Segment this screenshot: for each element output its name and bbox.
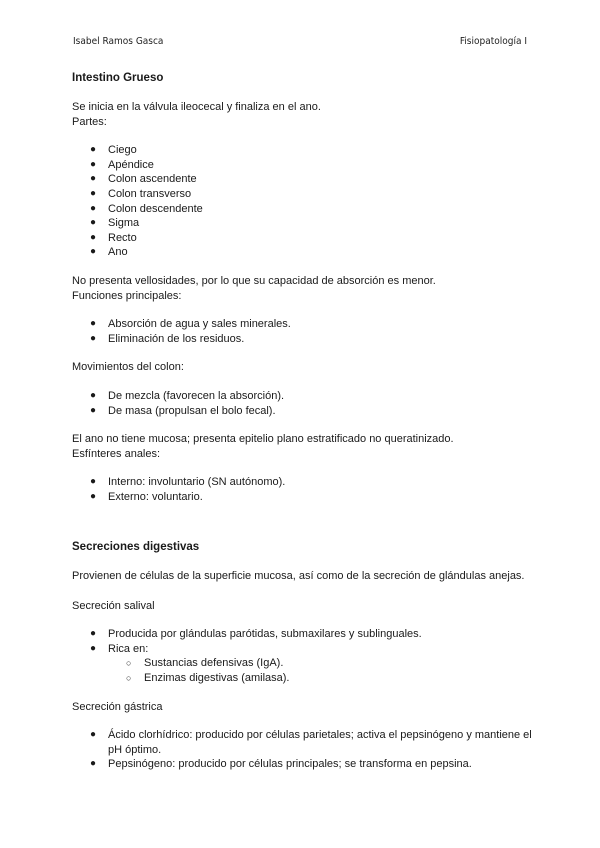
- bullet-icon: ●: [90, 332, 97, 344]
- movements-list: [72, 389, 542, 418]
- subject-name: Fisiopatología I: [459, 36, 527, 47]
- salival-sublist: [108, 656, 542, 685]
- absorption-line-2: Funciones principales:: [72, 289, 182, 302]
- list-item: ● Rica en: ○ Sustancias defensivas (IgA). ○ Enzimas digestivas (amilasa).: [72, 642, 542, 686]
- bullet-icon: ●: [90, 246, 97, 258]
- list-item: ● Sigma: [90, 217, 140, 230]
- list-item: ● Colon ascendente: [90, 173, 197, 186]
- author-name: Isabel Ramos Gasca: [73, 36, 164, 47]
- list-item: ● Ano: [90, 246, 128, 259]
- bullet-icon: ●: [90, 202, 97, 214]
- circle-bullet-icon: ○: [126, 673, 132, 684]
- salival-list: [72, 627, 542, 685]
- sphincters-list: [72, 475, 542, 504]
- intro-line-1: Se inicia en la válvula ileocecal y finaliza en el ano.: [72, 101, 321, 113]
- list-item: ● Pepsinógeno: producido por células principales; se transforma en pepsina.: [90, 758, 472, 771]
- section-title-secreciones: Secreciones digestivas: [72, 541, 200, 554]
- gastric-list: [72, 728, 542, 772]
- anus-line-2: Esfínteres anales:: [72, 447, 161, 460]
- bullet-icon: ●: [90, 318, 97, 330]
- bullet-icon: ●: [90, 144, 97, 156]
- bullet-icon: ●: [90, 758, 97, 770]
- list-item: ● Externo: voluntario.: [90, 490, 203, 503]
- section-title-intestino: Intestino Grueso: [72, 72, 164, 84]
- bullet-icon: ●: [90, 404, 97, 416]
- anus-line-1: El ano no tiene mucosa; presenta epitelio plano estratificado no queratinizado.: [72, 433, 454, 446]
- functions-list: [72, 317, 542, 346]
- list-item: ● Producida por glándulas parótidas, submaxilares y sublinguales.: [90, 628, 422, 641]
- bullet-icon: ●: [90, 158, 97, 170]
- gastric-label: Secreción gástrica: [72, 700, 163, 713]
- bullet-icon: ●: [90, 231, 97, 243]
- parts-list: [72, 143, 542, 260]
- intro-line-2: Partes:: [72, 115, 107, 128]
- list-item: ● Recto: [90, 231, 137, 244]
- bullet-icon: ●: [90, 217, 97, 229]
- list-item: ○ Enzimas digestivas (amilasa).: [126, 672, 290, 685]
- secreciones-intro: Provienen de células de la superficie mucosa, así como de la secreción de glándulas anejas.: [72, 570, 525, 583]
- bullet-icon: ●: [90, 173, 97, 185]
- bullet-icon: ●: [90, 476, 97, 488]
- list-item: ● De mezcla (favorecen la absorción).: [90, 389, 285, 402]
- list-item: ○ Sustancias defensivas (IgA).: [126, 657, 284, 670]
- movements-label: Movimientos del colon:: [72, 361, 184, 374]
- bullet-icon: ●: [90, 389, 97, 401]
- list-item: ● Absorción de agua y sales minerales.: [90, 318, 291, 331]
- circle-bullet-icon: ○: [126, 658, 132, 669]
- list-item: ● Ciego: [90, 144, 137, 157]
- document-body: [72, 71, 542, 786]
- list-item: ● Colon descendente: [90, 202, 203, 215]
- absorption-line-1: No presenta vellosidades, por lo que su capacidad de absorción es menor.: [72, 274, 436, 287]
- bullet-icon: ●: [90, 642, 97, 654]
- list-item: ● Colon transverso: [90, 187, 192, 200]
- list-item: ● Interno: involuntario (SN autónomo).: [90, 476, 286, 489]
- list-item: ● Apéndice: [90, 158, 154, 171]
- bullet-icon: ●: [90, 187, 97, 199]
- bullet-icon: ●: [90, 490, 97, 502]
- page-header: [73, 36, 527, 47]
- bullet-icon: ●: [90, 729, 97, 741]
- list-item: ● Eliminación de los residuos.: [90, 332, 245, 345]
- list-item: ● De masa (propulsan el bolo fecal).: [90, 404, 276, 417]
- bullet-icon: ●: [90, 628, 97, 640]
- salival-label: Secreción salival: [72, 599, 155, 612]
- list-item: ● Ácido clorhídrico: producido por células parietales; activa el pepsinógeno y mantiene el pH óptimo.: [90, 729, 532, 756]
